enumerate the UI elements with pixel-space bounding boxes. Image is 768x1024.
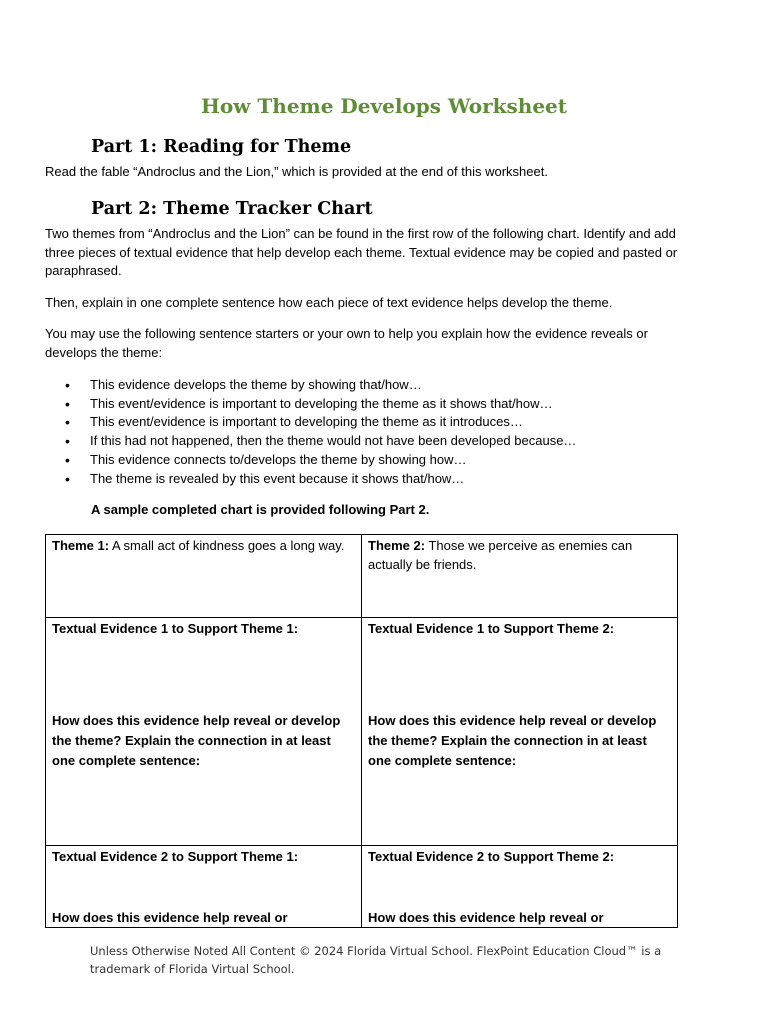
theme2-text: Those we perceive as enemies can actually be friends. — [368, 538, 633, 572]
sentence-starters-list — [45, 376, 685, 488]
evidence2-theme1-cell[interactable] — [46, 846, 362, 928]
part2-explain-instruction: Then, explain in one complete sentence how each piece of text evidence helps develop the theme. — [45, 295, 613, 310]
list-item: • If this had not happened, then the theme would not have been developed because… — [45, 432, 685, 451]
list-item: • The theme is revealed by this event because it shows that/how… — [45, 470, 685, 489]
evidence2-theme2-cell[interactable] — [362, 846, 678, 928]
evidence1-theme2-label: Textual Evidence 1 to Support Theme 2: — [368, 621, 615, 636]
table-row — [46, 846, 678, 928]
sample-chart-note: A sample completed chart is provided following Part 2. — [91, 502, 430, 517]
theme1-label: Theme 1: — [52, 538, 110, 553]
part2-instructions: Two themes from “Androclus and the Lion” can be found in the first row of the following chart. Identify and add three pieces of textual evidence that help develop each theme. Textual evidence may be copied and pasted or paraphrased. — [45, 226, 678, 278]
list-item: • This event/evidence is important to developing the theme as it introduces… — [45, 413, 685, 432]
evidence1-theme1-question: How does this evidence help reveal or develop the theme? Explain the connection in at least one complete sentence: — [52, 713, 341, 768]
evidence2-theme1-question: How does this evidence help reveal or — [52, 910, 288, 925]
evidence2-theme2-question: How does this evidence help reveal or — [368, 910, 604, 925]
list-item: • This evidence connects to/develops the theme by showing how… — [45, 451, 685, 470]
copyright-footer: Unless Otherwise Noted All Content © 2024 Florida Virtual School. FlexPoint Education Cloud™ is a trademark of Florida Virtual School. — [90, 944, 662, 976]
evidence1-theme2-cell[interactable] — [362, 618, 678, 846]
evidence2-theme2-label: Textual Evidence 2 to Support Theme 2: — [368, 849, 615, 864]
theme2-cell[interactable] — [362, 535, 678, 618]
theme2-label: Theme 2: — [368, 538, 426, 553]
list-item: • This event/evidence is important to developing the theme as it shows that/how… — [45, 395, 685, 414]
part1-text: Read the fable “Androclus and the Lion,” which is provided at the end of this worksheet. — [45, 164, 548, 179]
evidence1-theme2-question: How does this evidence help reveal or develop the theme? Explain the connection in at least one complete sentence: — [368, 713, 657, 768]
part2-heading: Part 2: Theme Tracker Chart — [91, 199, 373, 219]
evidence2-theme1-label: Textual Evidence 2 to Support Theme 1: — [52, 849, 299, 864]
part1-heading: Part 1: Reading for Theme — [91, 137, 352, 157]
theme1-cell[interactable] — [46, 535, 362, 618]
table-row — [46, 618, 678, 846]
sentence-starter-intro: You may use the following sentence starters or your own to help you explain how the evidence reveals or develops the theme: — [45, 326, 648, 360]
theme1-text: A small act of kindness goes a long way. — [109, 538, 345, 553]
list-item: • This evidence develops the theme by showing that/how… — [45, 376, 685, 395]
table-row — [46, 535, 678, 618]
evidence1-theme1-label: Textual Evidence 1 to Support Theme 1: — [52, 621, 299, 636]
theme-tracker-chart — [45, 534, 678, 928]
evidence1-theme1-cell[interactable] — [46, 618, 362, 846]
page-title: How Theme Develops Worksheet — [200, 94, 568, 118]
